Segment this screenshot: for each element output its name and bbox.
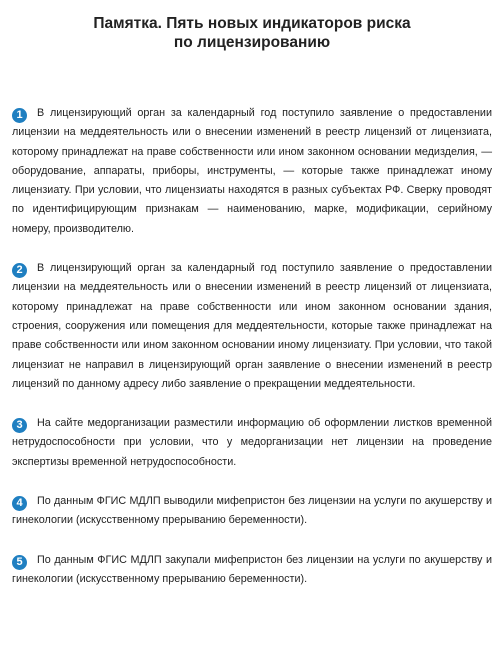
risk-indicator-1-text: В лицензирующий орган за календарный год поступило заявление о предоставлении лицензии на меддеятельность или о внесении изменений в реестр лицензий от лицензиата, которому принадлежат на праве собственности или ином законном основании медизделия, — оборудование, аппараты, приборы, инструменты, — которые также принадлежат иному лицензиату. При условии, что лицензиаты находятся в разных субъектах РФ. Сверку проводят по идентифицирующим признакам — наименованию, марке, модификации, серийному номеру, производителю. (12, 107, 492, 235)
risk-indicator-3-text: На сайте медорганизации разместили информацию об оформлении листков временной нетрудоспособности при условии, что у медорганизации нет лицензии на проведение экспертизы временной нетрудоспособности. (12, 417, 492, 468)
page-title (12, 14, 492, 52)
number-2-icon: 2 (12, 263, 27, 278)
risk-indicator-1 (12, 104, 492, 239)
risk-indicator-2-text: В лицензирующий орган за календарный год поступило заявление о предоставлении лицензии на меддеятельность или о внесении изменений в реестр лицензий от лицензиата, которому принадлежат на праве собственности или ином законном основании здания, строения, сооружения или помещения для меддеятельности, которые также принадлежат на праве собственности или ином законном основании иному лицензиату. При условии, что такой лицензиат не направил в лицензирующий орган заявление о внесении изменений в реестр лицензий по данному адресу либо заявление о прекращении меддеятельности. (12, 262, 492, 390)
number-3-icon: 3 (12, 418, 27, 433)
number-1-icon: 1 (12, 108, 27, 123)
risk-indicator-2 (12, 259, 492, 394)
risk-indicator-4 (12, 492, 492, 531)
number-4-icon: 4 (12, 496, 27, 511)
risk-indicator-5-text: По данным ФГИС МДЛП закупали мифепристон без лицензии на услуги по акушерству и гинекологии (искусственному прерыванию беременности). (12, 553, 492, 585)
title-line-2: по лицензированию (173, 34, 331, 51)
title-line-1: Памятка. Пять новых индикаторов риска (93, 15, 411, 32)
risk-indicator-5 (12, 551, 492, 590)
number-5-icon: 5 (12, 555, 27, 570)
risk-indicator-3 (12, 414, 492, 472)
risk-indicator-4-text: По данным ФГИС МДЛП выводили мифепристон без лицензии на услуги по акушерству и гинекологии (искусственному прерыванию беременности). (12, 495, 492, 527)
